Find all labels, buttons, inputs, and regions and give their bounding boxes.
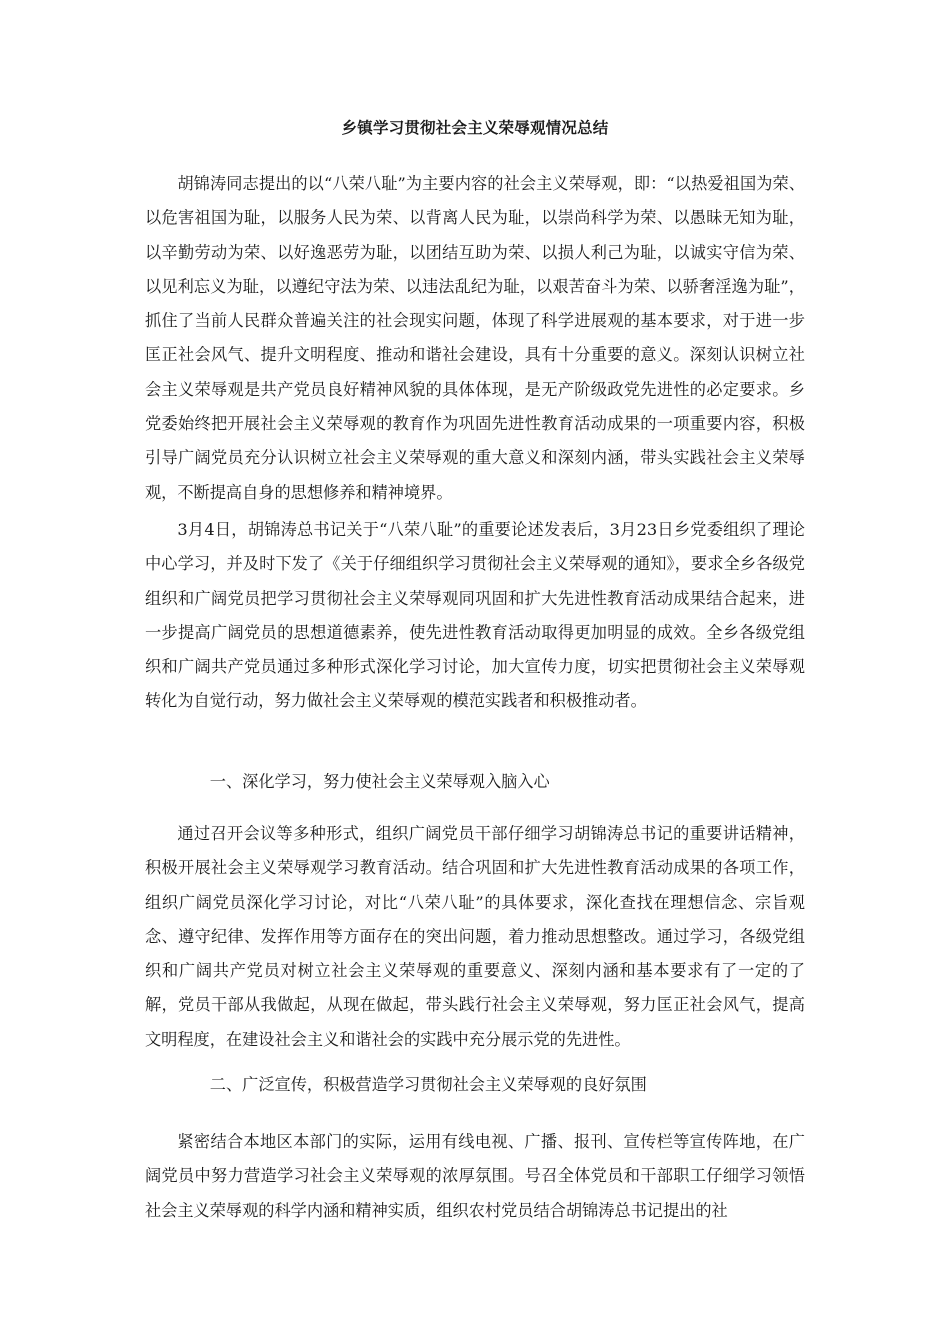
section-heading-2: 二、广泛宣传，积极营造学习贯彻社会主义荣辱观的良好氛围 [209, 1075, 647, 1094]
paragraph-section-2: 紧密结合本地区本部门的实际，运用有线电视、广播、报刊、宣传栏等宣传阵地，在广阔党员中努力营造学习社会主义荣辱观的浓厚氛围。号召全体党员和干部职工仔细学习领悟社会主义荣辱观的科学内涵和精神实质，组织农村党员结合胡锦涛总书记提出的社 [145, 1132, 805, 1220]
section-heading-1: 一、深化学习，努力使社会主义荣辱观入脑入心 [209, 772, 550, 791]
paragraph-intro: 胡锦涛同志提出的以“八荣八耻”为主要内容的社会主义荣辱观，即：“以热爱祖国为荣、以危害祖国为耻，以服务人民为荣、以背离人民为耻，以崇尚科学为荣、以愚昧无知为耻，以辛勤劳动为荣、以好逸恶劳为耻，以团结互助为荣、以损人利己为耻，以诚实守信为荣、以见利忘义为耻，以遵纪守法为荣、以违法乱纪为耻，以艰苦奋斗为荣、以骄奢淫逸为耻”，抓住了当前人民群众普遍关注的社会现实问题，体现了科学进展观的基本要求，对于进一步匡正社会风气、提升文明程度、推动和谐社会建设，具有十分重要的意义。深刻认识树立社会主义荣辱观是共产党员良好精神风貌的具体体现，是无产阶级政党先进性的必定要求。乡党委始终把开展社会主义荣辱观的教育作为巩固先进性教育活动成果的一项重要内容，积极引导广阔党员充分认识树立社会主义荣辱观的重大意义和深刻内涵，带头实践社会主义荣辱观，不断提高自身的思想修养和精神境界。 [145, 174, 805, 502]
document-title: 乡镇学习贯彻社会主义荣辱观情况总结 [341, 119, 609, 137]
paragraph-section-1: 通过召开会议等多种形式，组织广阔党员干部仔细学习胡锦涛总书记的重要讲话精神，积极开展社会主义荣辱观学习教育活动。结合巩固和扩大先进性教育活动成果的各项工作，组织广阔党员深化学习讨论，对比“八荣八耻”的具体要求，深化查找在理想信念、宗旨观念、遵守纪律、发挥作用等方面存在的突出问题，着力推动思想整改。通过学习，各级党组织和广阔共产党员对树立社会主义荣辱观的重要意义、深刻内涵和基本要求有了一定的了解，党员干部从我做起，从现在做起，带头践行社会主义荣辱观，努力匡正社会风气，提高文明程度，在建设社会主义和谐社会的实践中充分展示党的先进性。 [145, 824, 805, 1049]
paragraph-study-notice: 3月4日，胡锦涛总书记关于“八荣八耻”的重要论述发表后，3月23日乡党委组织了理论中心学习，并及时下发了《关于仔细组织学习贯彻社会主义荣辱观的通知》，要求全乡各级党组织和广阔党员把学习贯彻社会主义荣辱观同巩固和扩大先进性教育活动成果结合起来，进一步提高广阔党员的思想道德素养，使先进性教育活动取得更加明显的成效。全乡各级党组织和广阔共产党员通过多种形式深化学习讨论，加大宣传力度，切实把贯彻社会主义荣辱观转化为自觉行动，努力做社会主义荣辱观的模范实践者和积极推动者。 [145, 520, 805, 711]
